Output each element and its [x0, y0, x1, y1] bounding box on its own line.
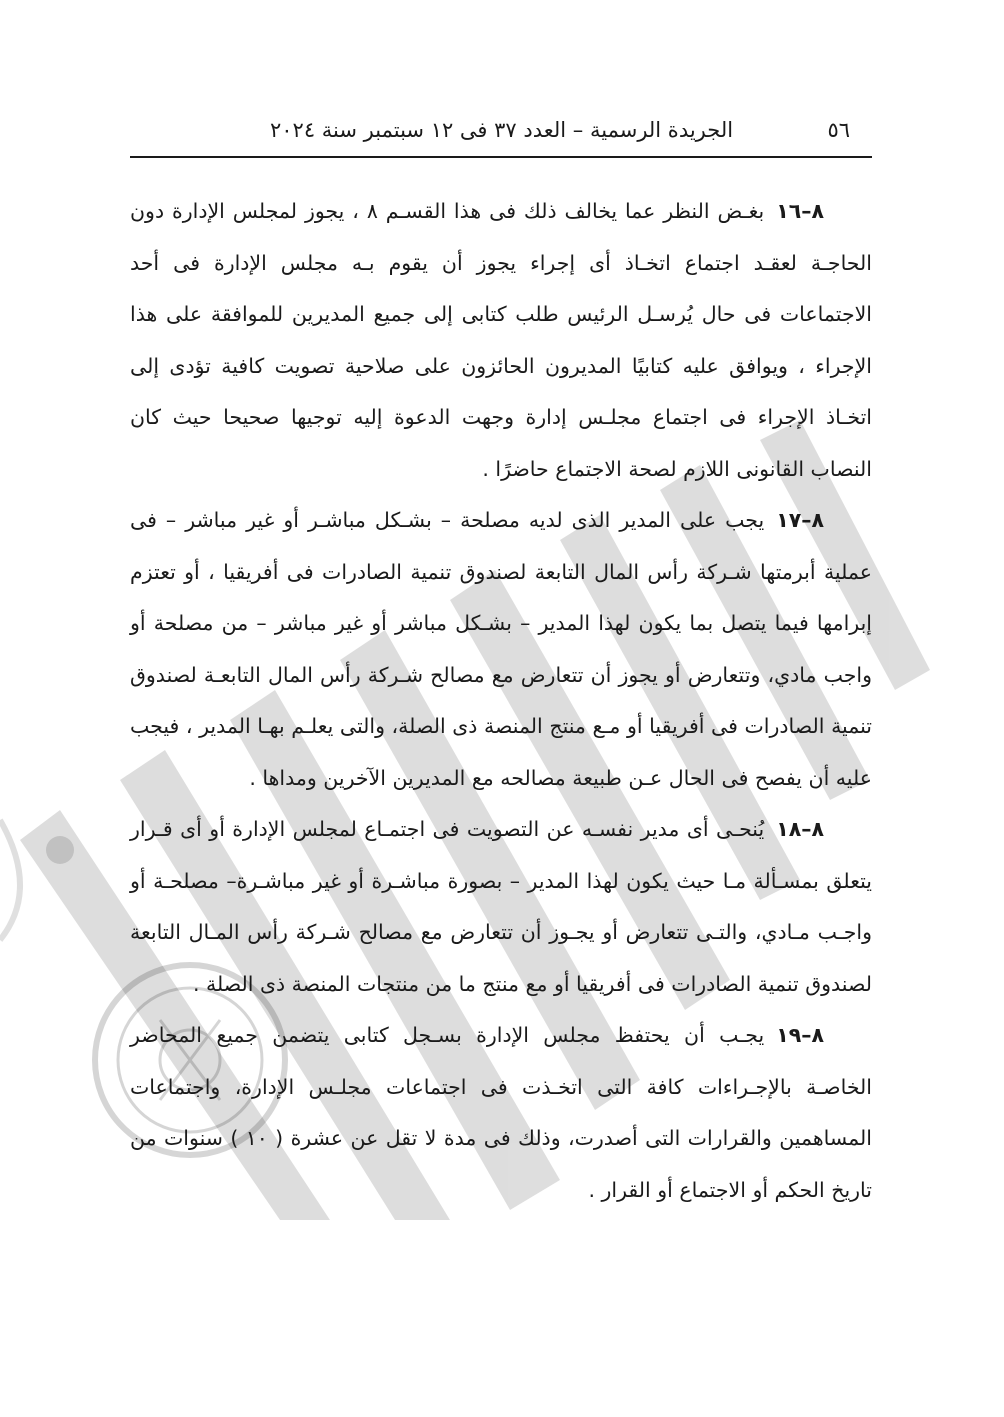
clause-text: يجـب أن يحتفظ مجلس الإدارة بسـجل كتابى يتضمن جميع المحاضر الخاصـة بالإجـراءات كافة التى اتخـذت فى اجتماعات مجلـس الإدارة، واجتماعات المساهمين والقرارات التى أصدرت، وذلك فى مدة لا تقل عن عشرة ( ١٠ ) سنوات من تاريخ الحكم أو الاجتماع أو القرار . [130, 1023, 872, 1202]
clause-8-19 [130, 1010, 872, 1216]
clause-number: ٨–١٩ [776, 1023, 824, 1047]
clause-text: يُنحـى أى مدير نفسـه عن التصويت فى اجتمـاع لمجلس الإدارة أو أى قـرار يتعلق بمسـألة مـا حيث يكون لهذا المدير – بصورة مباشـرة أو غير مباشـرة– مصلحـة أو واجـب مـادي، والتـى تتعارض أو يجـوز أن تتعارض مع مصالح شـركة رأس المـال التابعة لصندوق تنمية الصادرات فى أفريقيا أو مع منتج ما من منتجات المنصة ذى الصلة . [130, 817, 872, 996]
clause-8-17 [130, 495, 872, 804]
clause-number: ٨–١٦ [776, 199, 824, 223]
clause-number: ٨–١٨ [776, 817, 824, 841]
clause-text: بغـض النظر عما يخالف ذلك فى هذا القسـم ٨ ، يجوز لمجلس الإدارة دون الحاجـة لعقـد اجتماع اتخـاذ أى إجراء يجوز أن يقوم بـه مجلس الإدارة فى أحد الاجتماعات فى حال يُرسـل الرئيس طلب كتابى إلى جميع المديرين للموافقة على هذا الإجراء ، ويوافق عليه كتابيًا المديرون الحائزون على صلاحية تصويت كافية تؤدى إلى اتخـاذ الإجراء فى اجتماع مجلـس إدارة وجهت الدعوة إليه توجيها صحيحا حيث كان النصاب القانونى اللازم لصحة الاجتماع حاضرًا . [130, 199, 872, 481]
page-number: ٥٦ [827, 118, 850, 142]
running-title: الجريدة الرسمية – العدد ٣٧ فى ١٢ سبتمبر سنة ٢٠٢٤ [270, 118, 734, 142]
clause-8-18 [130, 804, 872, 1010]
clause-text: يجب على المدير الذى لديه مصلحة – بشـكل مباشـر أو غير مباشر – فى عملية أبرمتها شـركة رأس المال التابعة لصندوق تنمية الصادرات فى أفريقيا ، أو تعتزم إبرامها فيما يتصل بما يكون لهذا المدير – بشـكل مباشر أو غير مباشر – من مصلحة أو واجب مادي، وتتعارض أو يجوز أن تتعارض مع مصالح شـركة رأس المال التابعـة لصندوق تنمية الصادرات فى أفريقيا أو مـع منتج المنصة ذى الصلة، والتى يعلـم بهـا المدير ، فيجب عليه أن يفصح فى الحال عـن طبيعة مصالحه مع المديرين الآخرين ومداها . [130, 508, 872, 790]
clause-8-16 [130, 186, 872, 495]
document-body [130, 186, 872, 1216]
clause-number: ٨–١٧ [776, 508, 824, 532]
page-header [130, 112, 872, 156]
header-divider [130, 156, 872, 158]
